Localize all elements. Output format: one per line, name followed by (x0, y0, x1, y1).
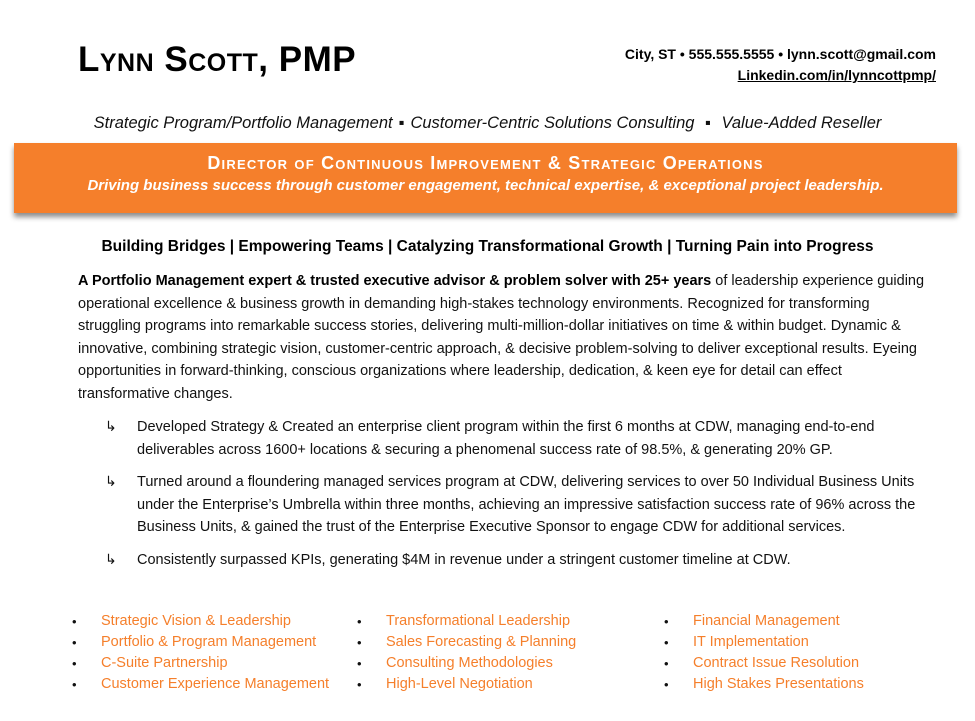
skill-item (72, 674, 329, 695)
skill-item (72, 653, 329, 674)
skills-section (0, 611, 975, 701)
specialty-separator: ▪ (398, 114, 405, 132)
skills-column-2 (357, 611, 576, 695)
skill-item (357, 632, 576, 653)
summary-body: of leadership experience guiding operational excellence & business growth in demanding high-stakes technology environments. Recognized for transforming struggling programs into remarkable success stories, delivering multi-million-dollar initiatives on time & within budget. Dynamic & innovative, combining strategic vision, customer-centric approach, & decisive problem-solving to deliver exceptional results. Eyeing opportunities in forward-thinking, conscious organizations where leadership, dedication, & keen eye for detail can effect transformative changes. (78, 273, 925, 402)
skills-column-1 (72, 611, 329, 695)
bullet-icon: • (72, 656, 77, 671)
bullet-icon: • (357, 614, 362, 629)
skill-label: Sales Forecasting & Planning (386, 634, 577, 650)
resume-name: Lynn Scott, PMP (78, 40, 357, 79)
achievement-text: Turned around a floundering managed services program at CDW, delivering services to over 50 Individual Business Units under the Enterprise’s Umbrella within three months, achieving an impressive satisfaction success rate of 96% across the Business Units, & gained the trust of the Enterprise Executive Sponsor to engage CDW for additional services. (137, 474, 916, 535)
skill-label: Portfolio & Program Management (101, 634, 317, 650)
summary-paragraph (78, 270, 930, 405)
bullet-icon: • (72, 677, 77, 692)
hook-arrow-icon: ↳ (105, 474, 117, 490)
skill-label: Financial Management (693, 613, 840, 629)
skill-label: IT Implementation (693, 634, 809, 650)
summary-lead: A Portfolio Management expert & trusted executive advisor & problem solver with 25+ years (78, 273, 712, 289)
bullet-icon: • (664, 677, 669, 692)
skill-label: High-Level Negotiation (386, 676, 533, 692)
skill-label: C-Suite Partnership (101, 655, 228, 671)
skill-item (664, 653, 864, 674)
specialties-line (0, 114, 975, 133)
skill-label: High Stakes Presentations (693, 676, 864, 692)
specialty-item: Value-Added Reseller (721, 114, 882, 132)
bullet-icon: • (357, 635, 362, 650)
skill-label: Transformational Leadership (386, 613, 571, 629)
contact-line: City, ST • 555.555.5555 • lynn.scott@gmail.com (624, 46, 936, 62)
linkedin-link[interactable]: Linkedin.com/in/lynncottpmp/ (737, 67, 936, 83)
banner-tagline: Driving business success through customer engagement, technical expertise, & exceptional project leadership. (87, 177, 884, 194)
headline-banner (14, 143, 957, 213)
achievement-item (105, 416, 935, 461)
skills-column-3 (664, 611, 864, 695)
specialty-item: Strategic Program/Portfolio Management (93, 114, 393, 132)
bullet-icon: • (357, 677, 362, 692)
bullet-icon: • (72, 635, 77, 650)
bullet-icon: • (664, 635, 669, 650)
hook-arrow-icon: ↳ (105, 419, 117, 435)
skill-item (664, 632, 864, 653)
skill-item (72, 632, 329, 653)
skill-label: Strategic Vision & Leadership (101, 613, 291, 629)
achievements-list (105, 416, 935, 571)
brand-statement: Building Bridges | Empowering Teams | Catalyzing Transformational Growth | Turning Pain into Progress (101, 238, 874, 255)
bullet-icon: • (357, 656, 362, 671)
contact-block (625, 44, 936, 86)
achievement-item (105, 549, 935, 572)
skill-label: Customer Experience Management (101, 676, 330, 692)
specialty-item: Customer-Centric Solutions Consulting (410, 114, 695, 132)
skill-label: Contract Issue Resolution (693, 655, 860, 671)
hook-arrow-icon: ↳ (105, 551, 117, 568)
achievement-text: Developed Strategy & Created an enterprise client program within the first 6 months at CDW, managing end-to-end deliverables across 1600+ locations & securing a phenomenal success rate of 98.5%, & generating 20% GP. (137, 419, 875, 458)
banner-title: Director of Continuous Improvement & Strategic Operations (207, 153, 764, 173)
skill-item (72, 611, 329, 632)
bullet-icon: • (664, 614, 669, 629)
bullet-icon: • (72, 614, 77, 629)
bullet-icon: • (664, 656, 669, 671)
skill-item (664, 611, 864, 632)
achievement-text: Consistently surpassed KPIs, generating $4M in revenue under a stringent customer timeline at CDW. (137, 551, 791, 568)
achievement-item (105, 471, 935, 539)
specialty-separator: ▪ (700, 114, 716, 132)
skill-label: Consulting Methodologies (386, 655, 553, 671)
skill-item (664, 674, 864, 695)
skill-item (357, 653, 576, 674)
skill-item (357, 674, 576, 695)
skill-item (357, 611, 576, 632)
